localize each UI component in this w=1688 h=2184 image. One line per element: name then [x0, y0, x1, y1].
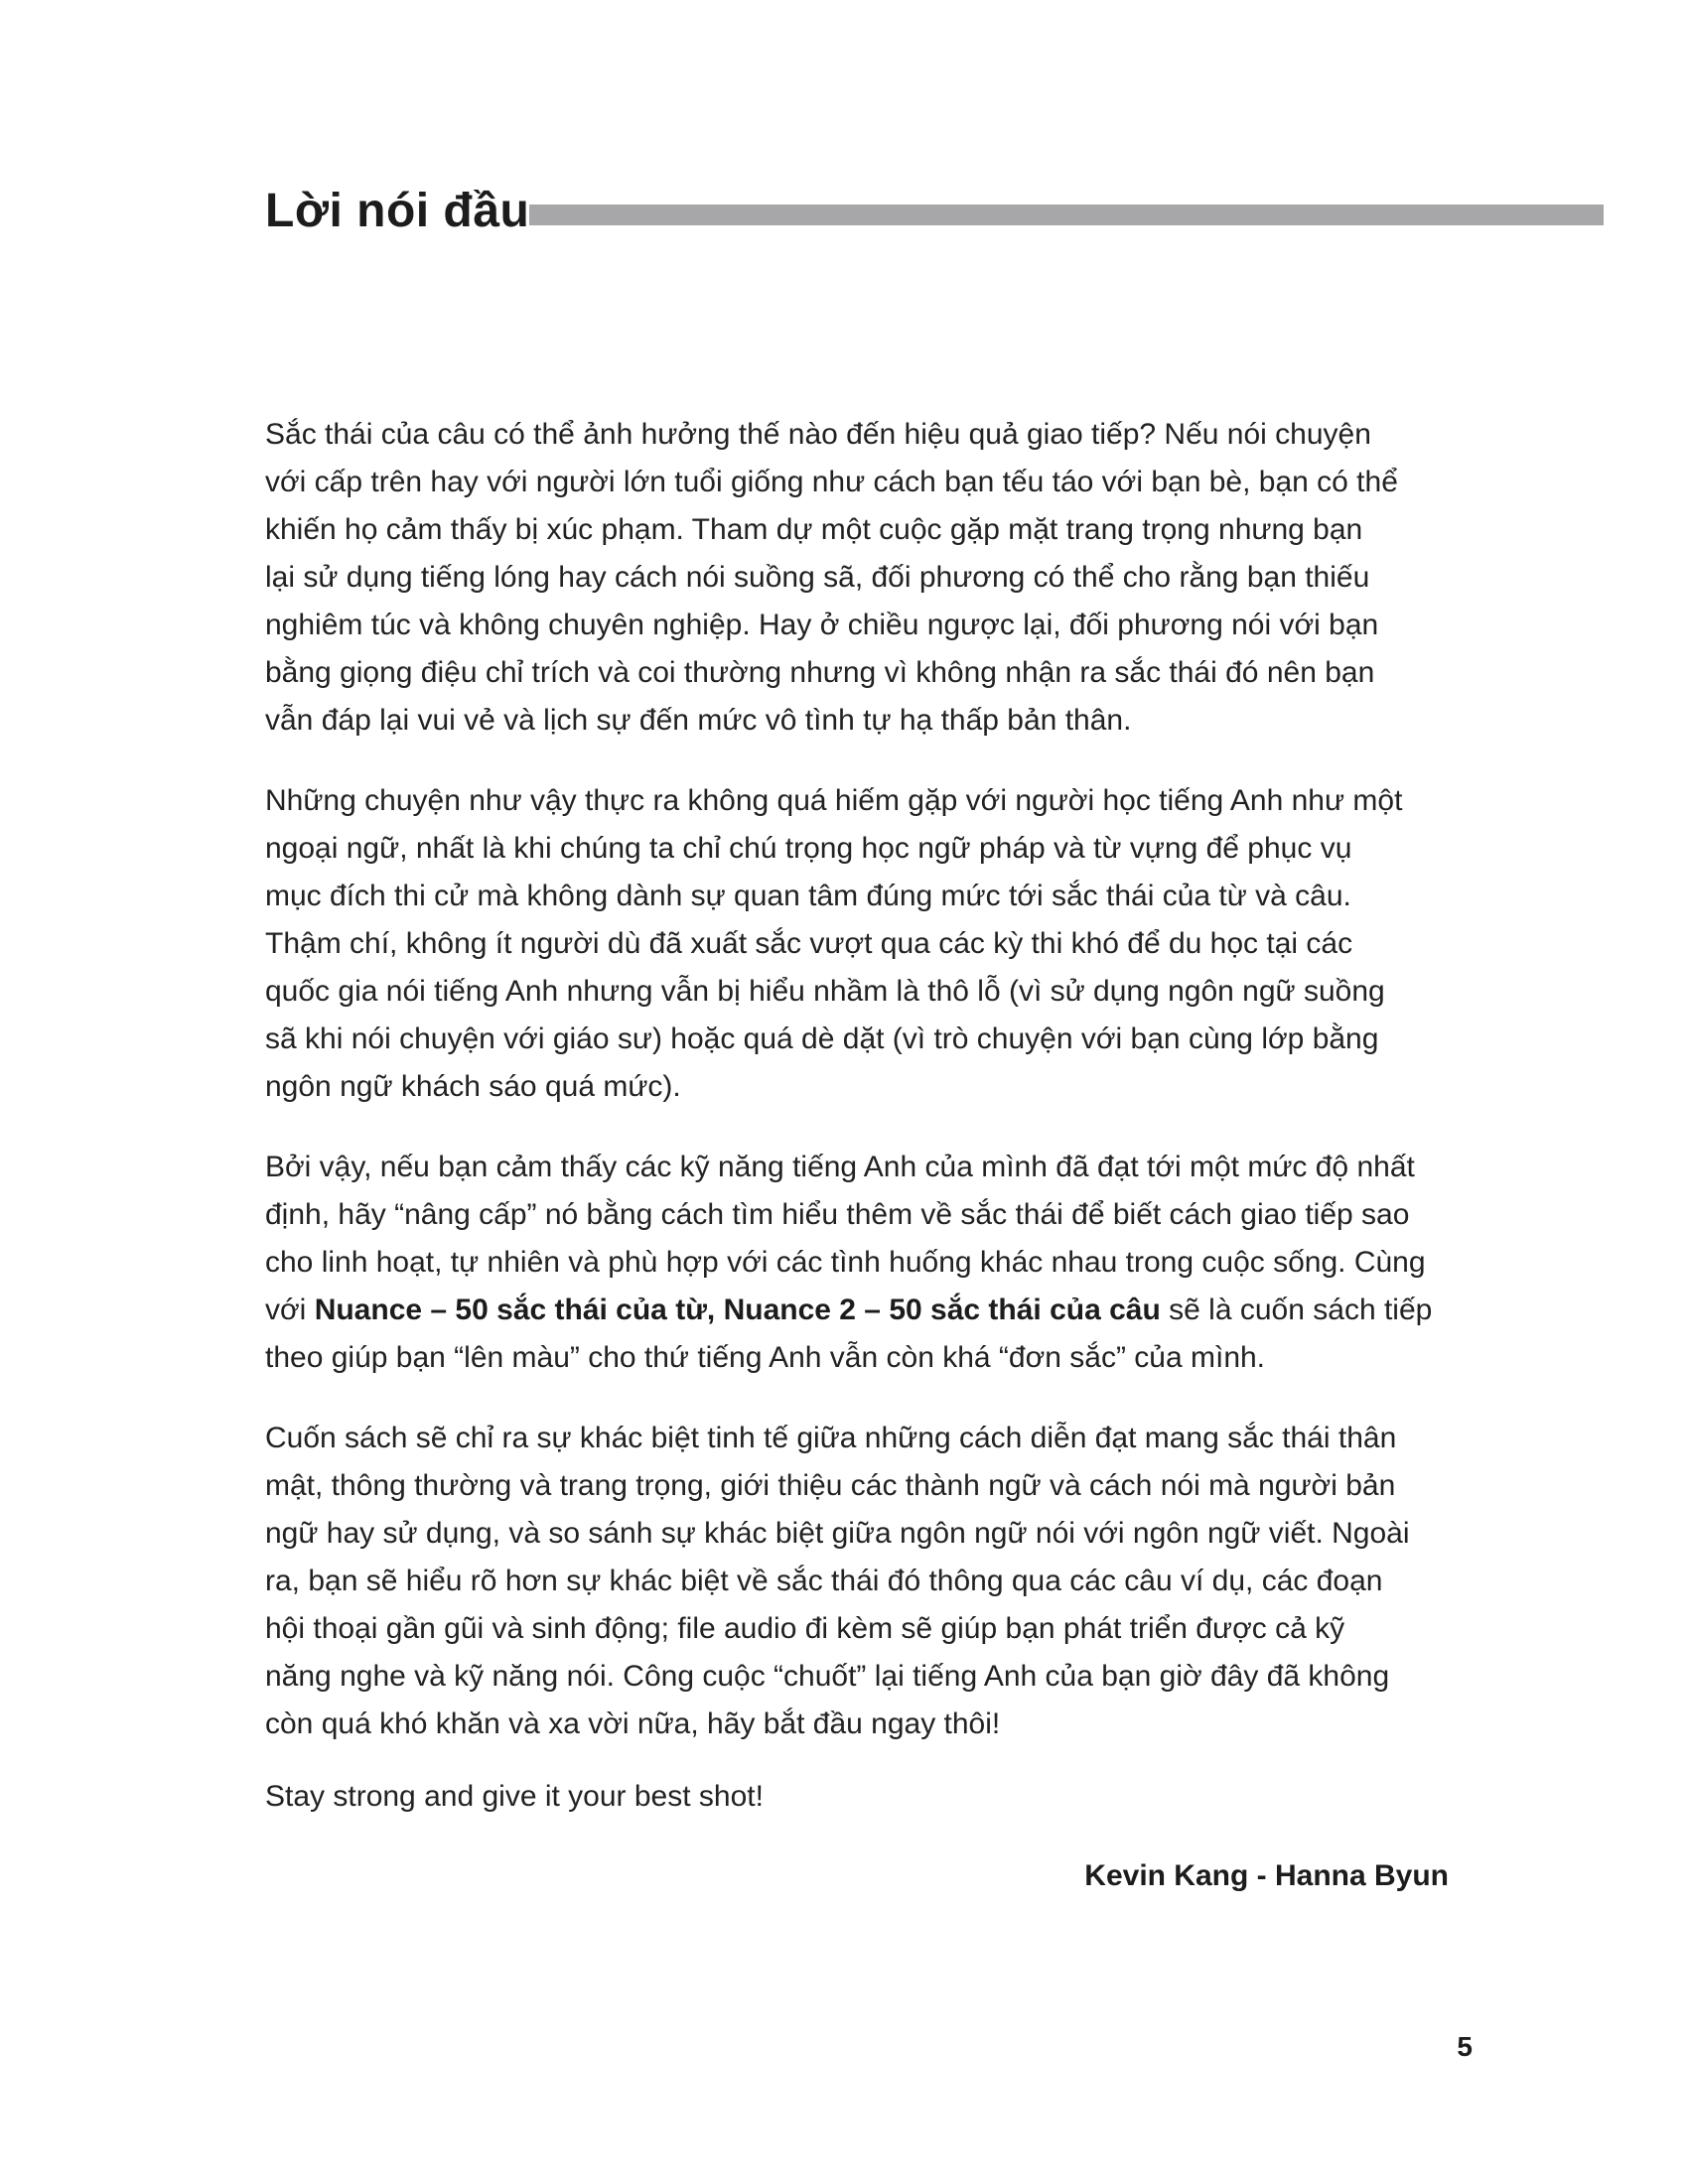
- paragraph-3: [265, 1144, 1453, 1382]
- text-line: ngữ hay sử dụng, và so sánh sự khác biệt giữa ngôn ngữ nói với ngôn ngữ viết. Ngoài: [265, 1517, 1410, 1550]
- text-line: mục đích thi cử mà không dành sự quan tâm đúng mức tới sắc thái của từ và câu.: [265, 880, 1351, 912]
- text-line: còn quá khó khăn và xa vời nữa, hãy bắt đầu ngay thôi!: [265, 1707, 1001, 1740]
- text-line: Cuốn sách sẽ chỉ ra sự khác biệt tinh tế giữa những cách diễn đạt mang sắc thái thân: [265, 1422, 1397, 1454]
- body-text: [265, 411, 1453, 1781]
- text-line: sã khi nói chuyện với giáo sư) hoặc quá dè dặt (vì trò chuyện với bạn cùng lớp bằng: [265, 1023, 1379, 1055]
- text-line: cho linh hoạt, tự nhiên và phù hợp với các tình huống khác nhau trong cuộc sống. Cùng: [265, 1246, 1426, 1279]
- text-line: Bởi vậy, nếu bạn cảm thấy các kỹ năng tiếng Anh của mình đã đạt tới một mức độ nhất: [265, 1151, 1415, 1183]
- text-line: Sắc thái của câu có thể ảnh hưởng thế nào đến hiệu quả giao tiếp? Nếu nói chuyện: [265, 418, 1371, 451]
- text-line: bằng giọng điệu chỉ trích và coi thường nhưng vì không nhận ra sắc thái đó nên bạn: [265, 656, 1375, 689]
- author-signature: Kevin Kang - Hanna Byun: [1084, 1859, 1449, 1892]
- text-line: mật, thông thường và trang trọng, giới thiệu các thành ngữ và cách nói mà người bản: [265, 1469, 1396, 1502]
- text-line: ngôn ngữ khách sáo quá mức).: [265, 1070, 681, 1103]
- closing-line: Stay strong and give it your best shot!: [265, 1780, 764, 1813]
- page-title: Lời nói đầu: [265, 185, 530, 237]
- text-line: nghiêm túc và không chuyên nghiệp. Hay ở chiều ngược lại, đối phương nói với bạn: [265, 609, 1379, 641]
- text-fragment: với: [265, 1294, 315, 1326]
- text-fragment: sẽ là cuốn sách tiếp: [1160, 1294, 1433, 1326]
- paragraph-1: [265, 411, 1453, 745]
- text-line: quốc gia nói tiếng Anh nhưng vẫn bị hiểu nhầm là thô lỗ (vì sử dụng ngôn ngữ suồng: [265, 975, 1385, 1008]
- text-line: vẫn đáp lại vui vẻ và lịch sự đến mức vô tình tự hạ thấp bản thân.: [265, 704, 1132, 737]
- text-line: lại sử dụng tiếng lóng hay cách nói suồng sã, đối phương có thể cho rằng bạn thiếu: [265, 561, 1370, 594]
- text-line: theo giúp bạn “lên màu” cho thứ tiếng Anh vẫn còn khá “đơn sắc” của mình.: [265, 1341, 1266, 1374]
- heading-row: [265, 177, 1604, 246]
- paragraph-4: [265, 1415, 1453, 1748]
- text-line: ra, bạn sẽ hiểu rõ hơn sự khác biệt về sắc thái đó thông qua các câu ví dụ, các đoạn: [265, 1565, 1383, 1597]
- text-line: với cấp trên hay với người lớn tuổi giống như cách bạn tếu táo với bạn bè, bạn có thể: [265, 466, 1398, 498]
- text-line: định, hãy “nâng cấp” nó bằng cách tìm hiểu thêm về sắc thái để biết cách giao tiếp sao: [265, 1198, 1410, 1231]
- text-line: Thậm chí, không ít người dù đã xuất sắc vượt qua các kỳ thi khó để du học tại các: [265, 927, 1353, 960]
- page-number: 5: [1457, 2031, 1473, 2062]
- title-rule: [529, 205, 1604, 225]
- text-line: hội thoại gần gũi và sinh động; file audio đi kèm sẽ giúp bạn phát triển được cả kỹ: [265, 1612, 1345, 1645]
- book-titles: Nuance – 50 sắc thái của từ, Nuance 2 – 50 sắc thái của câu: [314, 1294, 1161, 1326]
- text-line: ngoại ngữ, nhất là khi chúng ta chỉ chú trọng học ngữ pháp và từ vựng để phục vụ: [265, 832, 1352, 865]
- text-line: khiến họ cảm thấy bị xúc phạm. Tham dự một cuộc gặp mặt trang trọng nhưng bạn: [265, 513, 1363, 546]
- text-line: năng nghe và kỹ năng nói. Công cuộc “chuốt” lại tiếng Anh của bạn giờ đây đã không: [265, 1660, 1390, 1693]
- text-line: Những chuyện như vậy thực ra không quá hiếm gặp với người học tiếng Anh như một: [265, 784, 1403, 817]
- text-line-with-book-titles: [265, 1287, 1453, 1334]
- paragraph-2: [265, 777, 1453, 1111]
